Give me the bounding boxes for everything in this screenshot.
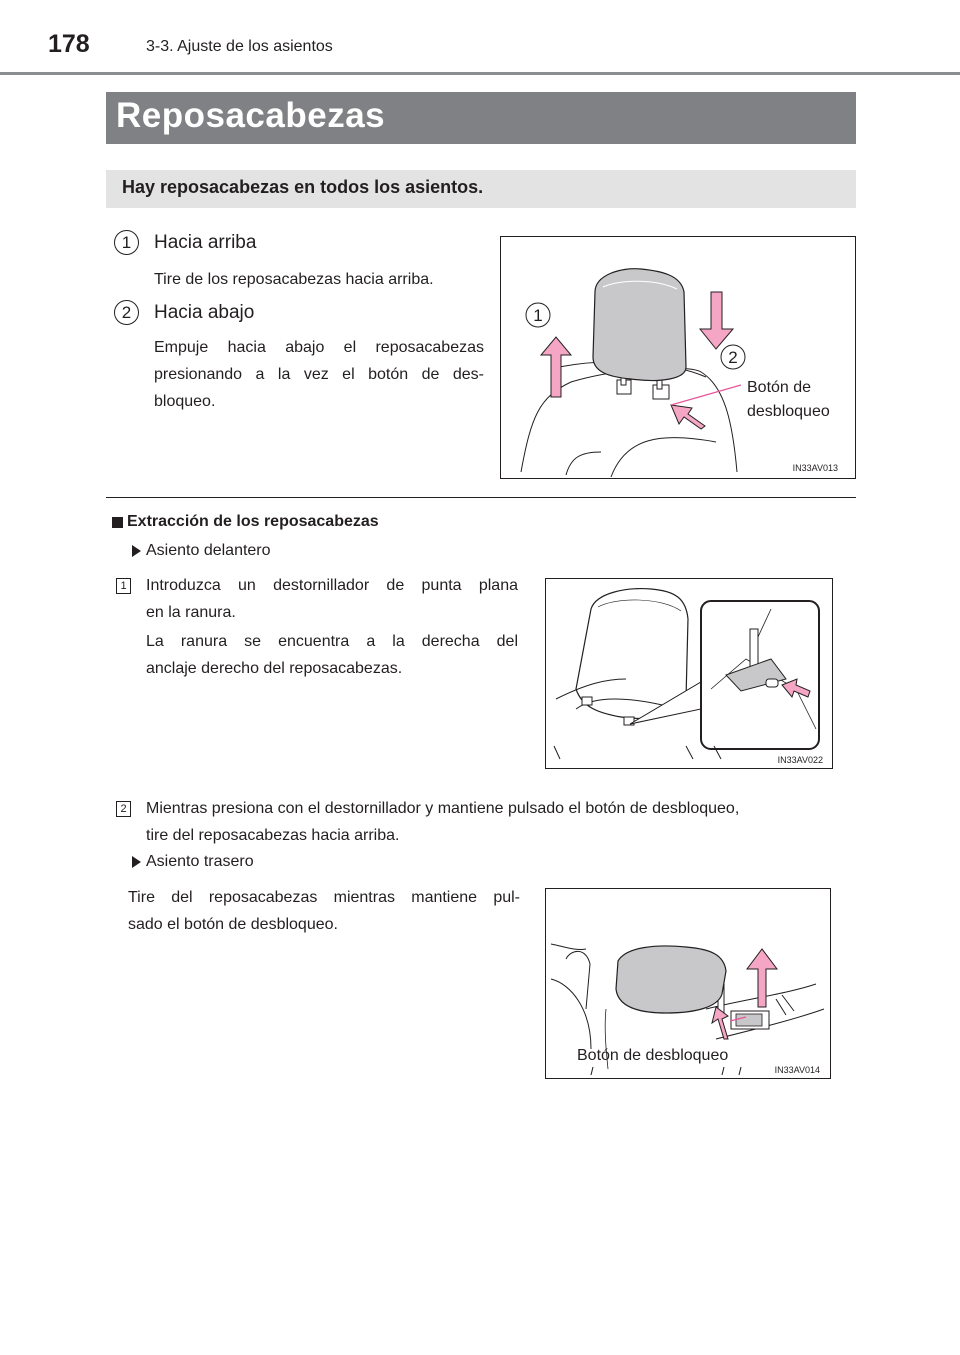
step2-text xyxy=(146,795,856,849)
figure-code: IN33AV022 xyxy=(777,755,823,765)
release-button-label-line1: Botón de xyxy=(747,379,812,396)
item-text-down xyxy=(154,334,484,415)
running-header: 3-3. Ajuste de los asientos xyxy=(146,38,333,55)
page-number: 178 xyxy=(48,30,90,58)
section-bullet xyxy=(112,517,123,528)
figure-front-seat xyxy=(545,578,833,769)
figure-rear-seat xyxy=(545,888,831,1079)
step-number-1: 1 xyxy=(116,578,131,594)
figure-rear-seat-drawing xyxy=(546,889,830,1078)
figure-headrest-adjust-drawing xyxy=(501,237,855,478)
step2-line: tire del reposacabezas hacia arriba. xyxy=(146,827,400,844)
step1-line: Introduzca un destornillador de punta plana xyxy=(146,577,518,594)
step1-note-line: anclaje derecho del reposacabezas. xyxy=(146,660,403,677)
release-button-label-line2: desbloqueo xyxy=(747,403,830,420)
figure-code: IN33AV014 xyxy=(774,1065,820,1075)
item-text-down-line: Empuje hacia abajo el reposacabezas xyxy=(154,339,484,356)
triangle-bullet-icon xyxy=(132,856,141,868)
item-number-1: 1 xyxy=(114,230,139,255)
item-text-down-line: bloqueo. xyxy=(154,393,216,410)
step1-note xyxy=(146,628,518,682)
rear-line: sado el botón de desbloqueo. xyxy=(128,916,338,933)
section-rule xyxy=(106,497,856,498)
item-heading-up: Hacia arriba xyxy=(154,232,257,253)
page-title: Reposacabezas xyxy=(116,96,386,135)
step1-note-line: La ranura se encuentra a la derecha del xyxy=(146,633,518,650)
triangle-bullet-icon xyxy=(132,545,141,557)
item-text-down-line: presionando a la vez el botón de des- xyxy=(154,366,484,383)
front-seat-label: Asiento delantero xyxy=(146,542,271,559)
figure-front-seat-drawing xyxy=(546,579,832,768)
callout-2: 2 xyxy=(728,348,738,367)
figure-code: IN33AV013 xyxy=(792,463,838,473)
step2-line: Mientras presiona con el destornillador y mantiene pulsado el botón de desbloqueo, xyxy=(146,800,740,817)
header-rule xyxy=(0,72,960,75)
removal-heading: Extracción de los reposacabezas xyxy=(127,513,379,530)
rear-text xyxy=(128,884,520,938)
step1-line: en la ranura. xyxy=(146,604,236,621)
item-heading-down: Hacia abajo xyxy=(154,302,255,323)
item-number-2: 2 xyxy=(114,300,139,325)
rear-line: Tire del reposacabezas mientras mantiene pul- xyxy=(128,889,520,906)
step-number-2: 2 xyxy=(116,801,131,817)
item-text-up: Tire de los reposacabezas hacia arriba. xyxy=(154,271,434,288)
rear-seat-label: Asiento trasero xyxy=(146,853,254,870)
step1-text xyxy=(146,572,518,626)
figure-headrest-adjust xyxy=(500,236,856,479)
release-button-label: Botón de desbloqueo xyxy=(577,1047,729,1064)
callout-1: 1 xyxy=(533,306,543,325)
page-subtitle: Hay reposacabezas en todos los asientos. xyxy=(122,177,484,197)
